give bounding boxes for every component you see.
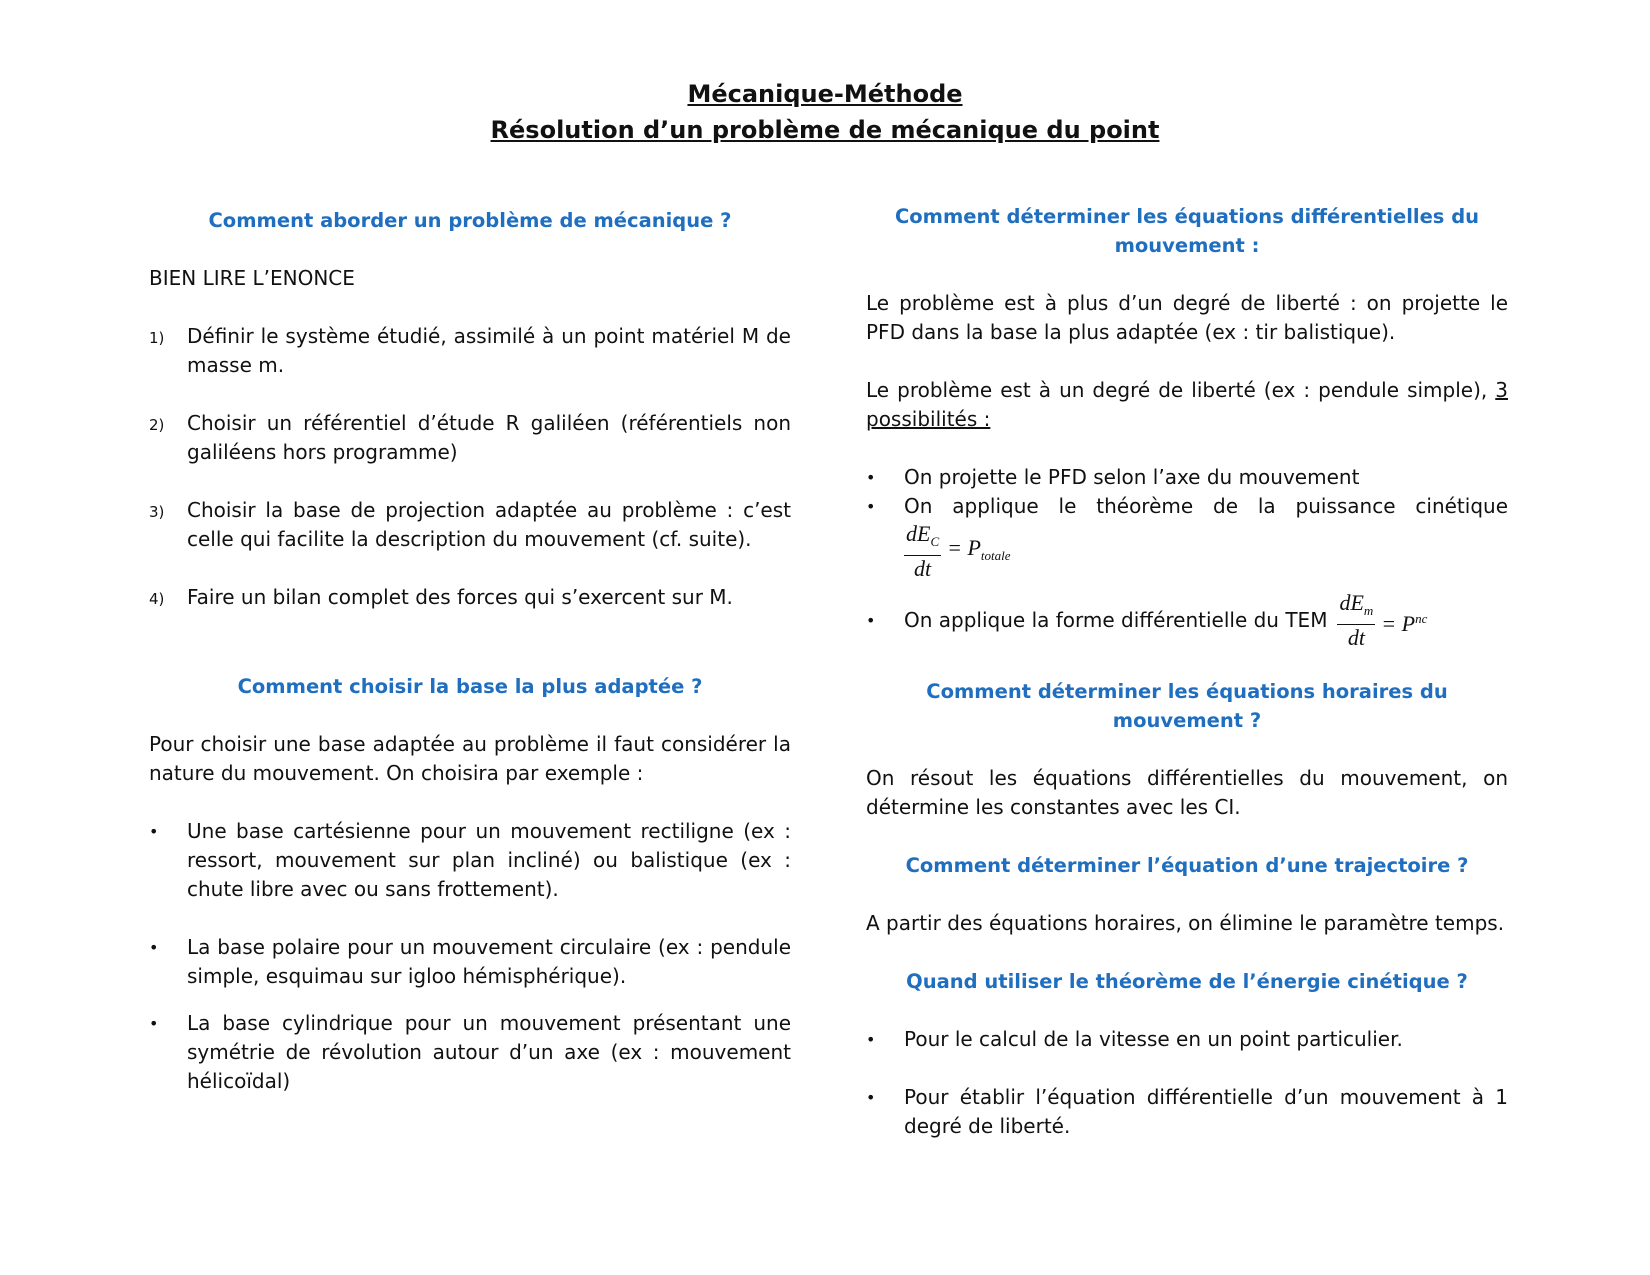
eq2-numerator-sub: m: [1363, 603, 1374, 618]
heading-kinetic-energy: Quand utiliser le théorème de l’énergie cinétique ?: [906, 970, 1468, 993]
bullet-icon: •: [866, 611, 876, 630]
heading-trajectory: Comment déterminer l’équation d’une trajectoire ?: [905, 854, 1469, 877]
possibilities-label: 3 possibilités :: [866, 378, 1508, 431]
step-item: [149, 583, 791, 614]
eq1-numerator: dE: [906, 521, 931, 546]
list-item: [866, 590, 1508, 651]
step-item: [149, 322, 791, 380]
step-number: 4): [149, 590, 165, 608]
base-intro-paragraph: Pour choisir une base adaptée au problème il faut considérer la nature du mouvement. On choisira par exemple :: [149, 732, 791, 785]
list-item-text: Une base cartésienne pour un mouvement rectiligne (ex : ressort, mouvement sur plan incliné) ou balistique (ex : chute libre avec ou sans frottement).: [187, 819, 791, 901]
heading-differential-equations: Comment déterminer les équations différentielles du mouvement :: [894, 205, 1480, 257]
list-item-text: Pour le calcul de la vitesse en un point particulier.: [904, 1027, 1403, 1051]
step-item: [149, 409, 791, 467]
equation-tem: [1337, 590, 1427, 651]
list-item-text: On applique le théorème de la puissance cinétique: [904, 494, 1508, 518]
eq1-rhs: = P: [947, 535, 981, 560]
bullet-icon: •: [149, 938, 159, 957]
intro-text: BIEN LIRE L’ENONCE: [149, 266, 355, 290]
paragraph-multi-dof: Le problème est à plus d’un degré de liberté : on projette le PFD dans la base la plus adaptée (ex : tir balistique).: [866, 291, 1508, 344]
bullet-icon: •: [866, 1088, 876, 1107]
left-column: [149, 206, 791, 1096]
list-item: [149, 933, 791, 991]
eq1-rhs-sub: totale: [980, 548, 1011, 563]
fraction: [904, 521, 941, 582]
heading-choose-base: Comment choisir la base la plus adaptée ?: [237, 675, 703, 698]
list-item-text: On projette le PFD selon l’axe du mouvement: [904, 465, 1360, 489]
document-title: [0, 76, 1650, 148]
list-item: [866, 492, 1508, 582]
title-line-1: Mécanique-Méthode: [687, 80, 963, 108]
heading-approach: Comment aborder un problème de mécanique ?: [208, 209, 732, 232]
title-line-2: Résolution d’un problème de mécanique du point: [490, 116, 1160, 144]
eq1-numerator-sub: C: [930, 534, 940, 549]
list-item-text: La base polaire pour un mouvement circulaire (ex : pendule simple, esquimau sur igloo hémisphérique).: [187, 935, 791, 988]
eq2-numerator: dE: [1339, 590, 1364, 615]
bullet-icon: •: [866, 1030, 876, 1049]
eq1-denominator: dt: [914, 556, 932, 581]
list-item: [866, 1025, 1508, 1054]
paragraph-single-dof-text: Le problème est à un degré de liberté (ex : pendule simple),: [866, 378, 1496, 402]
step-text: Définir le système étudié, assimilé à un point matériel M de masse m.: [187, 324, 791, 377]
equation-kinetic-power: [904, 521, 1508, 582]
step-item: [149, 496, 791, 554]
step-text: Choisir un référentiel d’étude R galiléen (référentiels non galiléens hors programme): [187, 411, 791, 464]
step-number: 2): [149, 416, 165, 434]
paragraph-trajectory: A partir des équations horaires, on élimine le paramètre temps.: [866, 911, 1505, 935]
bullet-icon: •: [149, 822, 159, 841]
heading-hourly-equations: Comment déterminer les équations horaires du mouvement ?: [926, 680, 1448, 732]
bullet-icon: •: [866, 497, 876, 516]
list-item-text: Pour établir l’équation différentielle d’un mouvement à 1 degré de liberté.: [904, 1085, 1508, 1138]
bullet-icon: •: [866, 468, 876, 487]
list-item: [866, 463, 1508, 492]
list-item-text: La base cylindrique pour un mouvement présentant une symétrie de révolution autour d’un axe (ex : mouvement hélicoïdal): [187, 1011, 791, 1093]
eq2-denominator: dt: [1347, 625, 1365, 650]
bullet-icon: •: [149, 1014, 159, 1033]
paragraph-solve: On résout les équations différentielles du mouvement, on détermine les constantes avec les CI.: [866, 766, 1508, 819]
fraction: [1337, 590, 1375, 651]
list-item: [866, 1083, 1508, 1141]
step-text: Choisir la base de projection adaptée au problème : c’est celle qui facilite la description du mouvement (cf. suite).: [187, 498, 791, 551]
eq2-rhs: = P: [1381, 610, 1416, 636]
step-number: 1): [149, 329, 165, 347]
step-number: 3): [149, 503, 165, 521]
list-item: [149, 1009, 791, 1096]
step-text: Faire un bilan complet des forces qui s’exercent sur M.: [187, 585, 733, 609]
eq2-rhs-sup: nc: [1415, 610, 1428, 626]
list-item-text: On applique la forme différentielle du TEM: [904, 608, 1328, 632]
paragraph-single-dof: [866, 376, 1508, 434]
list-item: [149, 817, 791, 904]
right-column: [866, 202, 1508, 1141]
